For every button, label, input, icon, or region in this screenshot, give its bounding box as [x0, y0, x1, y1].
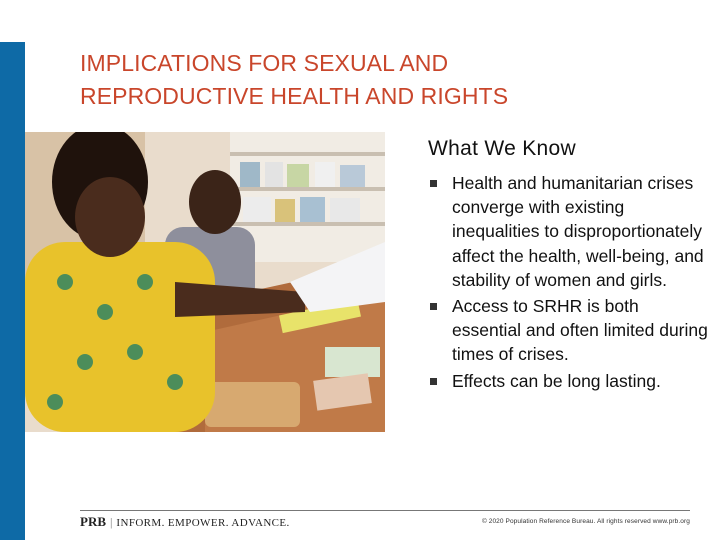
org-name: PRB	[80, 514, 106, 529]
square-bullet-icon	[430, 303, 437, 310]
accent-bar	[0, 42, 25, 540]
square-bullet-icon	[430, 180, 437, 187]
list-item	[430, 294, 710, 367]
bullet-text: Access to SRHR is both essential and often limited during times of crises.	[452, 296, 708, 365]
square-bullet-icon	[430, 378, 437, 385]
list-item	[430, 369, 710, 393]
slide-title	[80, 47, 690, 113]
title-line-1: IMPLICATIONS FOR SEXUAL AND	[80, 50, 449, 76]
footer-logo	[80, 514, 290, 530]
bullet-list	[430, 171, 710, 395]
tagline: INFORM. EMPOWER. ADVANCE.	[116, 517, 290, 529]
clinic-photo	[25, 132, 385, 432]
copyright-notice: © 2020 Population Reference Bureau. All rights reserved www.prb.org	[481, 518, 690, 525]
list-item	[430, 171, 710, 292]
logo-separator: |	[110, 515, 113, 529]
footer-divider	[80, 510, 690, 511]
clinic-photo-illustration	[25, 132, 385, 432]
section-heading: What We Know	[428, 137, 576, 160]
bullet-text: Health and humanitarian crises converge with existing inequalities to disproportionately affect the health, well-being, and stability of women and girls.	[452, 173, 704, 290]
bullet-text: Effects can be long lasting.	[452, 370, 661, 391]
title-line-2: REPRODUCTIVE HEALTH AND RIGHTS	[80, 83, 509, 109]
